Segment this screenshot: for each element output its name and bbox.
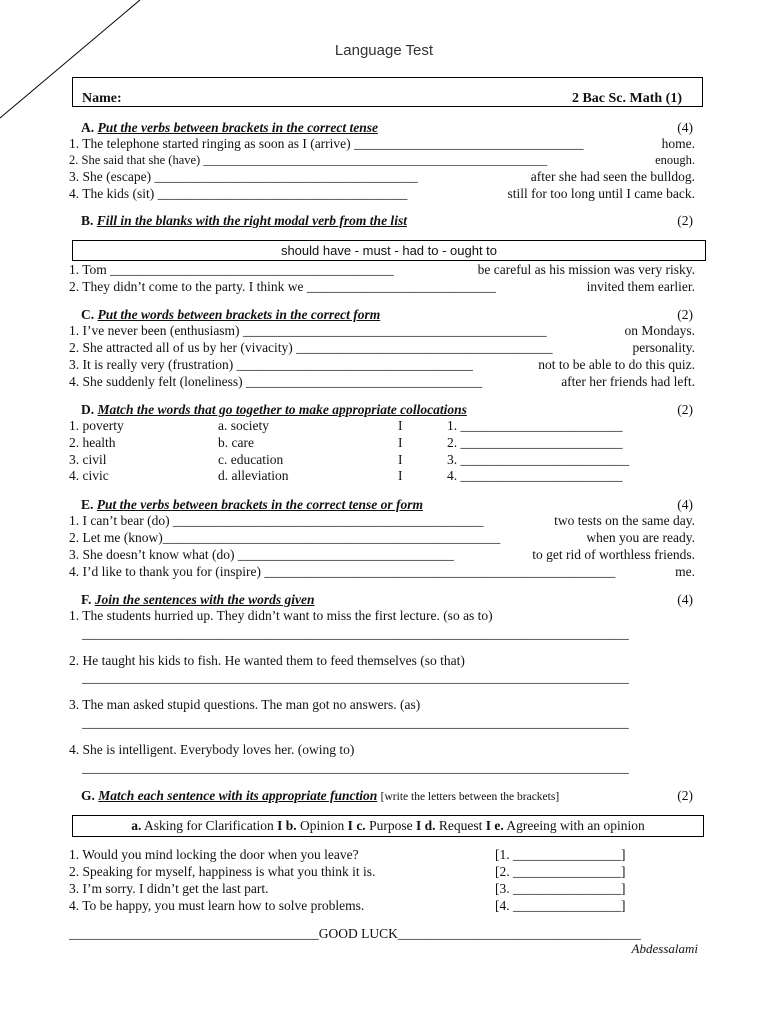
collocation-right: b. care — [218, 435, 254, 450]
separator: I — [398, 452, 403, 467]
join-sentence: 4. She is intelligent. Everybody loves her. (owing to) — [69, 742, 355, 757]
separator: I — [398, 418, 403, 433]
section-a-heading: A. Put the verbs between brackets in the correct tense — [81, 120, 378, 135]
author-signature: Abdessalami — [631, 941, 698, 956]
answer-line: _________________________________________________________________________________ — [82, 760, 629, 775]
section-a-item: 4. The kids (sit) _____________________________________ still for too long until I came back. — [69, 186, 695, 201]
collocation-right: c. education — [218, 452, 284, 467]
section-a-item: 1. The telephone started ringing as soon as I (arrive) __________________________________ home. — [69, 136, 695, 151]
section-b-points: (2) — [677, 213, 693, 228]
collocation-right: a. society — [218, 418, 269, 433]
section-g-points: (2) — [677, 788, 693, 803]
collocation-answer: 3. _________________________ — [447, 452, 630, 467]
section-e-heading: E. Put the verbs between brackets in the correct tense or form — [81, 497, 423, 512]
collocation-right: d. alleviation — [218, 468, 289, 483]
separator: I — [398, 435, 403, 450]
join-sentence: 3. The man asked stupid questions. The man got no answers. (as) — [69, 697, 421, 712]
section-c-item: 1. I’ve never been (enthusiasm) _____________________________________________ on Mondays. — [69, 323, 695, 338]
function-answer: [4. ________________] — [495, 898, 626, 913]
join-sentence: 2. He taught his kids to fish. He wanted them to feed themselves (so that) — [69, 653, 465, 668]
good-luck-line: _____________________________________GOOD LUCK____________________________________ — [69, 926, 641, 941]
section-f-heading: F. Join the sentences with the words given — [81, 592, 315, 607]
function-sentence: 1. Would you mind locking the door when you leave? — [69, 847, 359, 862]
section-b-item: 2. They didn’t come to the party. I think we ____________________________ invited them earlier. — [69, 279, 695, 294]
function-sentence: 3. I’m sorry. I didn’t get the last part. — [69, 881, 269, 896]
separator: I — [398, 468, 403, 483]
section-b-heading: B. Fill in the blanks with the right modal verb from the list — [81, 213, 407, 228]
answer-line: _________________________________________________________________________________ — [82, 626, 629, 641]
class-label: 2 Bac Sc. Math (1) — [571, 91, 682, 106]
function-answer: [1. ________________] — [495, 847, 626, 862]
collocation-left: 1. poverty — [69, 418, 124, 433]
section-d-heading: D. Match the words that go together to make appropriate collocations — [81, 402, 467, 417]
name-label: Name: — [82, 91, 122, 106]
function-answer: [2. ________________] — [495, 864, 626, 879]
corner-fold-line — [0, 0, 160, 130]
section-e-item: 3. She doesn’t know what (do) ________________________________ to get rid of worthless friends. — [69, 547, 695, 562]
collocation-answer: 1. ________________________ — [447, 418, 623, 433]
name-box — [72, 77, 703, 107]
section-e-item: 2. Let me (know)__________________________________________________ when you are ready. — [69, 530, 695, 545]
collocation-answer: 4. ________________________ — [447, 468, 623, 483]
collocation-left: 2. health — [69, 435, 116, 450]
section-g-note: [write the letters between the brackets] — [380, 791, 560, 803]
section-c-heading: C. Put the words between brackets in the correct form — [81, 307, 381, 322]
section-e-item: 4. I’d like to thank you for (inspire) ____________________________________________________ me. — [69, 564, 695, 579]
function-answer: [3. ________________] — [495, 881, 626, 896]
section-d-points: (2) — [677, 402, 693, 417]
section-a-item: 3. She (escape) _______________________________________ after she had seen the bulldog. — [69, 169, 695, 184]
section-e-points: (4) — [677, 497, 693, 512]
section-c-points: (2) — [677, 307, 693, 322]
collocation-left: 4. civic — [69, 468, 109, 483]
function-list: a. Asking for Clarification I b. Opinion I c. Purpose I d. Request I e. Agreeing with an opinion — [72, 815, 704, 837]
section-b-item: 1. Tom __________________________________________ be careful as his mission was very risky. — [69, 262, 695, 277]
answer-line: _________________________________________________________________________________ — [82, 670, 629, 685]
section-e-item: 1. I can’t bear (do) ______________________________________________ two tests on the same day. — [69, 513, 695, 528]
answer-line: _________________________________________________________________________________ — [82, 715, 629, 730]
join-sentence: 1. The students hurried up. They didn’t want to miss the first lecture. (so as to) — [69, 608, 493, 623]
collocation-answer: 2. ________________________ — [447, 435, 623, 450]
function-sentence: 2. Speaking for myself, happiness is what you think it is. — [69, 864, 376, 879]
page-title: Language Test — [334, 42, 434, 59]
collocation-left: 3. civil — [69, 452, 107, 467]
section-a-item: 2. She said that she (have) _______________________________________________________ enough. — [69, 153, 695, 167]
section-a-points: (4) — [677, 120, 693, 135]
section-g-heading: G. Match each sentence with its appropriate function [write the letters between the brackets] — [81, 788, 560, 803]
modal-verb-list: should have - must - had to - ought to — [72, 240, 706, 261]
function-sentence: 4. To be happy, you must learn how to solve problems. — [69, 898, 365, 913]
section-c-item: 4. She suddenly felt (loneliness) ___________________________________ after her friends had left. — [69, 374, 695, 389]
section-c-item: 3. It is really very (frustration) ___________________________________ not to be able to do this quiz. — [69, 357, 695, 372]
section-f-points: (4) — [677, 592, 693, 607]
section-c-item: 2. She attracted all of us by her (vivacity) ______________________________________ personality. — [69, 340, 695, 355]
